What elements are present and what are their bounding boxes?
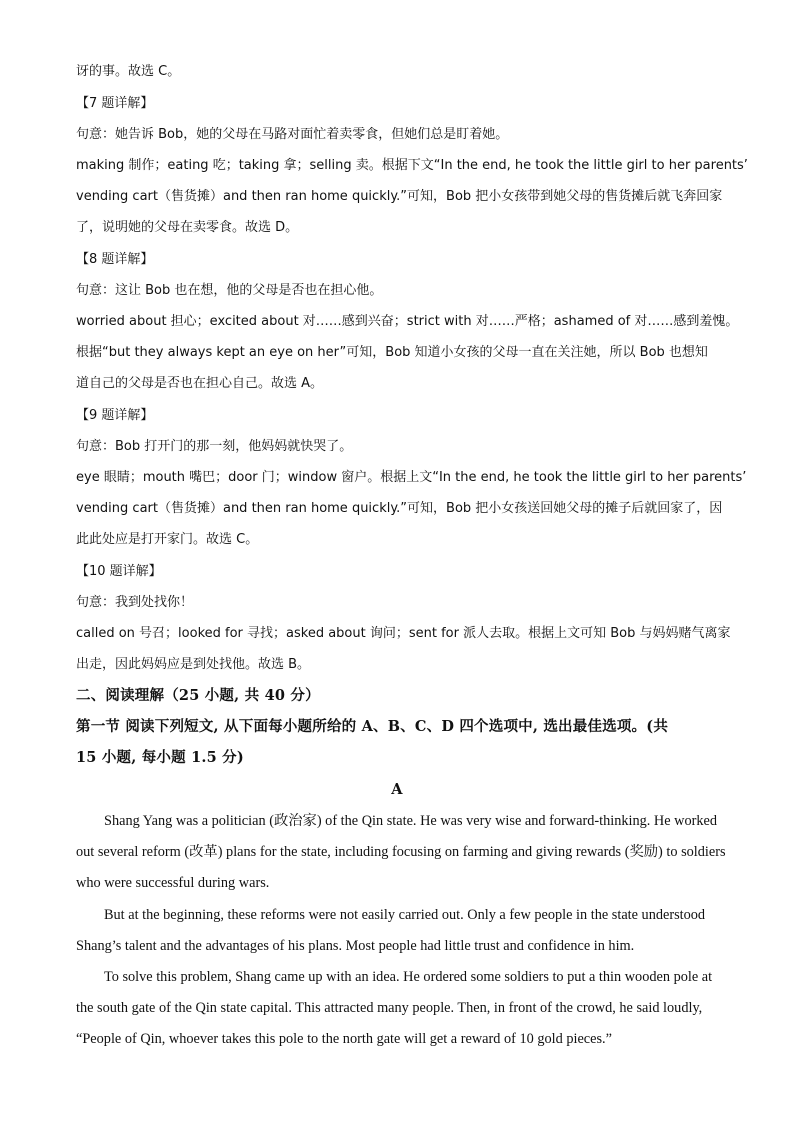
- question-8-heading: 【8 题详解】: [76, 252, 154, 267]
- text-line: eye 眼睛；mouth 嘴巴；door 门；window 窗户。根据上文“In the end, he took the little girl to her parents’: [76, 470, 747, 485]
- text-line: making 制作；eating 吃；taking 拿；selling 卖。根据下文“In the end, he took the little girl to her parents’: [76, 158, 748, 173]
- passage-line: Shang Yang was a politician (政治家) of the Qin state. He was very wise and forward-thinking. He worked: [104, 813, 718, 829]
- passage-line: To solve this problem, Shang came up with an idea. He ordered some soldiers to put a thin wooden pole at: [104, 969, 713, 985]
- question-7-heading: 【7 题详解】: [76, 96, 154, 111]
- text-line: 出走，因此妈妈应是到处找他。故选 B。: [76, 657, 311, 672]
- text-line: worried about 担心；excited about 对……感到兴奋；strict with 对……严格；ashamed of 对……感到羞愧。: [76, 314, 739, 329]
- text-line: 句意：这让 Bob 也在想，他的父母是否也在担心他。: [76, 283, 383, 298]
- passage-line: Shang’s talent and the advantages of his plans. Most people had little trust and confidence in him.: [76, 938, 635, 954]
- text-line: called on 号召；looked for 寻找；asked about 询问；sent for 派人去取。根据上文可知 Bob 与妈妈赌气离家: [76, 626, 731, 641]
- passage-line: But at the beginning, these reforms were not easily carried out. Only a few people in the state understood: [104, 907, 706, 923]
- passage-line: who were successful during wars.: [76, 875, 270, 891]
- text-line: 道自己的父母是否也在担心自己。故选 A。: [76, 376, 324, 391]
- passage-line: out several reform (改革) plans for the state, including focusing on farming and giving rewards (奖励) to soldiers: [76, 844, 726, 860]
- text-line: 句意：我到处找你！: [76, 595, 194, 610]
- section-instructions: 第一节 阅读下列短文, 从下面每小题所给的 A、B、C、D 四个选项中, 选出最佳选项。(共: [76, 718, 669, 735]
- text-line: 讶的事。故选 C。: [76, 64, 181, 79]
- text-line: 了，说明她的父母在卖零食。故选 D。: [76, 220, 299, 235]
- text-line: 句意：Bob 打开门的那一刻，他妈妈就快哭了。: [76, 439, 353, 454]
- text-line: vending cart（售货摊）and then ran home quickly.”可知，Bob 把小女孩送回她父母的摊子后就回家了，因: [76, 501, 723, 516]
- passage-line: the south gate of the Qin state capital. This attracted many people. Then, in front of the crowd, he said loudly,: [76, 1000, 703, 1016]
- text-line: vending cart（售货摊）and then ran home quickly.”可知，Bob 把小女孩带到她父母的售货摊后就飞奔回家: [76, 189, 723, 204]
- question-10-heading: 【10 题详解】: [76, 564, 162, 579]
- question-9-heading: 【9 题详解】: [76, 408, 154, 423]
- text-line: 此此处应是打开家门。故选 C。: [76, 532, 259, 547]
- text-line: 根据“but they always kept an eye on her”可知，Bob 知道小女孩的父母一直在关注她，所以 Bob 也想知: [76, 345, 708, 360]
- passage-title: A: [391, 781, 403, 798]
- text-line: 句意：她告诉 Bob，她的父母在马路对面忙着卖零食，但她们总是盯着她。: [76, 127, 509, 142]
- section-instructions: 15 小题, 每小题 1.5 分): [76, 749, 244, 766]
- section-heading: 二、阅读理解（25 小题, 共 40 分）: [76, 687, 320, 704]
- passage-line: “People of Qin, whoever takes this pole to the north gate will get a reward of 10 gold pieces.”: [76, 1031, 612, 1047]
